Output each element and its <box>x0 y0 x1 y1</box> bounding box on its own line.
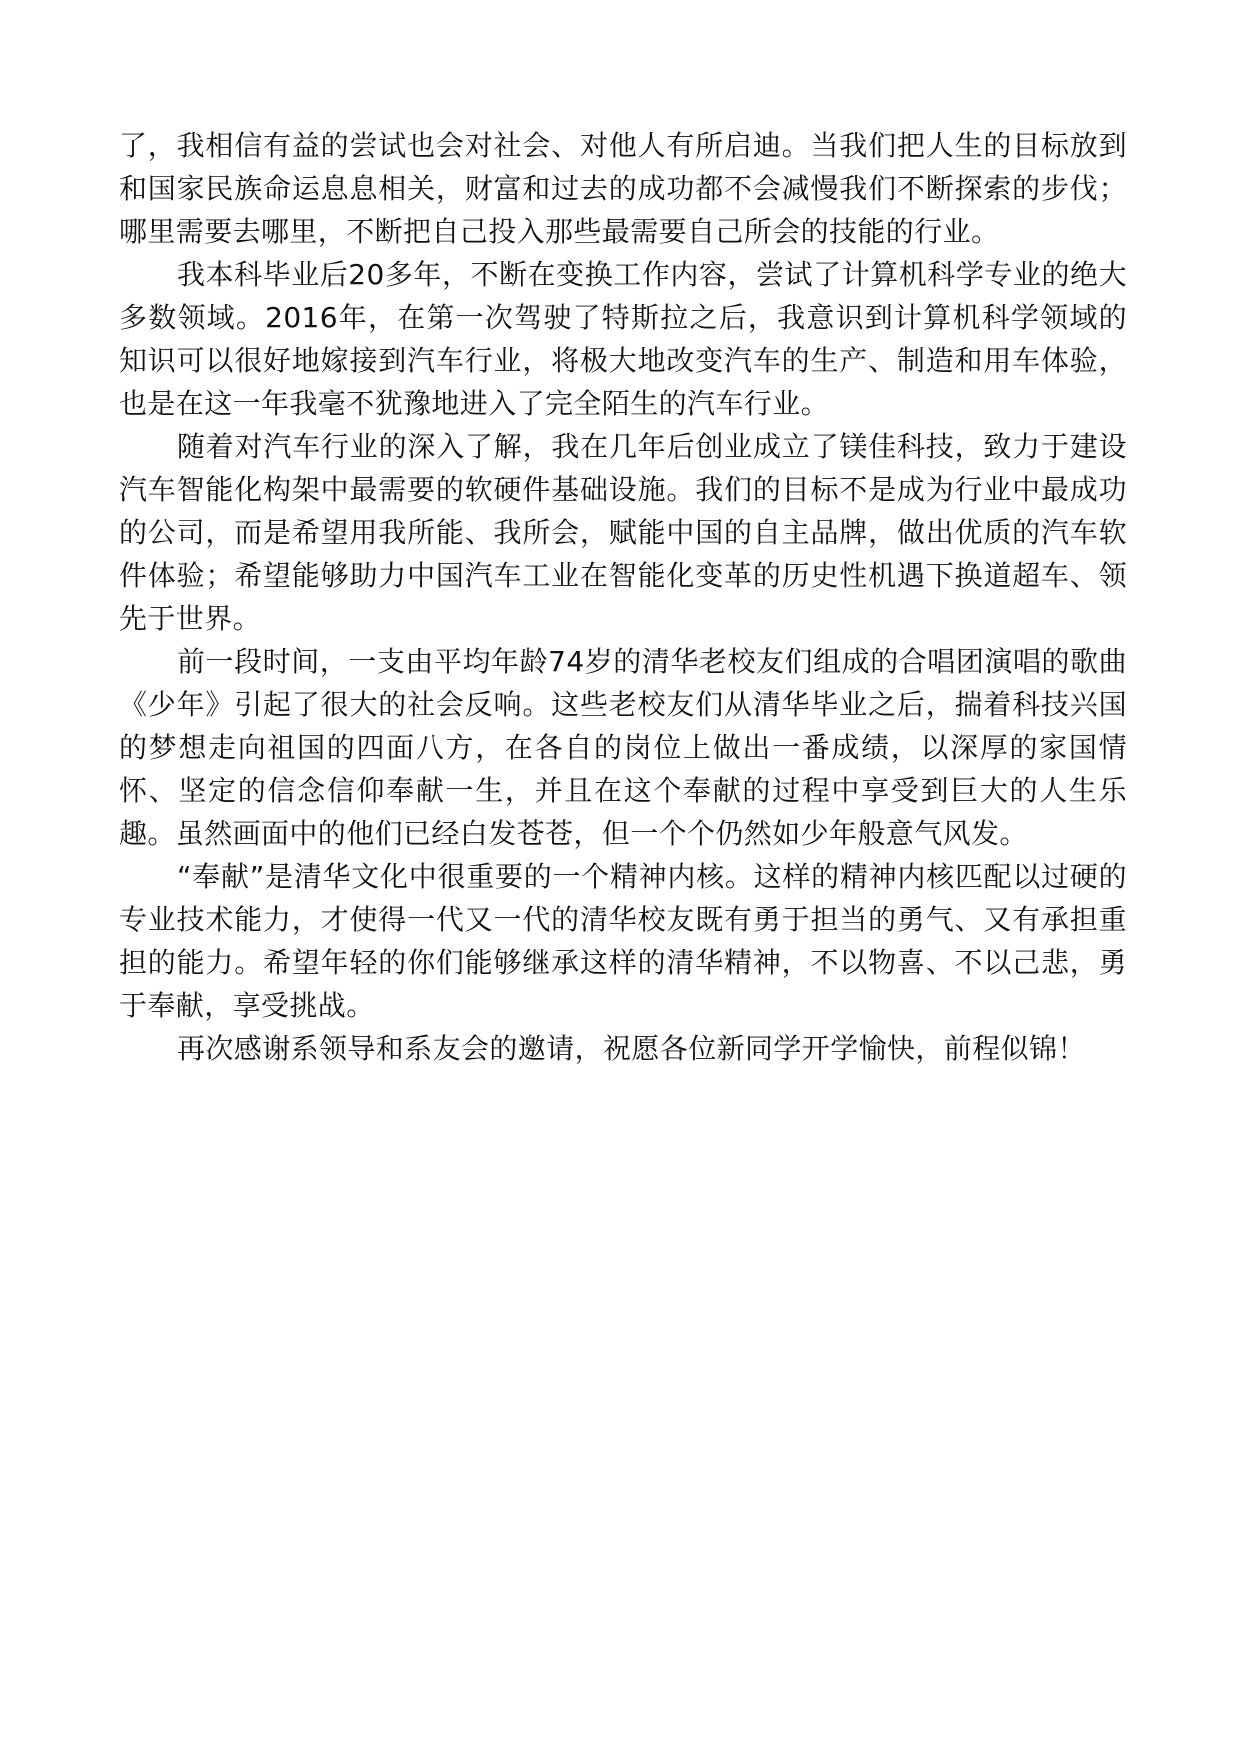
paragraph-5: “奉献”是清华文化中很重要的一个精神内核。这样的精神内核匹配以过硬的专业技术能力，才使得一代又一代的清华校友既有勇于担当的勇气、又有承担重担的能力。希望年轻的你们能够继承这样的清华精神，不以物喜、不以己悲，勇于奉献，享受挑战。 <box>119 860 1127 1022</box>
document-body <box>119 124 1127 1070</box>
paragraph-3: 随着对汽车行业的深入了解，我在几年后创业成立了镁佳科技，致力于建设汽车智能化构架中最需要的软硬件基础设施。我们的目标不是成为行业中最成功的公司，而是希望用我所能、我所会，赋能中国的自主品牌，做出优质的汽车软件体验；希望能够助力中国汽车工业在智能化变革的历史性机遇下换道超车、领先于世界。 <box>119 430 1127 635</box>
paragraph-2: 我本科毕业后20多年，不断在变换工作内容，尝试了计算机科学专业的绝大多数领域。2016年，在第一次驾驶了特斯拉之后，我意识到计算机科学领域的知识可以很好地嫁接到汽车行业，将极大地改变汽车的生产、制造和用车体验，也是在这一年我毫不犹豫地进入了完全陌生的汽车行业。 <box>119 258 1127 420</box>
paragraph-4: 前一段时间，一支由平均年龄74岁的清华老校友们组成的合唱团演唱的歌曲《少年》引起了很大的社会反响。这些老校友们从清华毕业之后，揣着科技兴国的梦想走向祖国的四面八方，在各自的岗位上做出一番成绩，以深厚的家国情怀、坚定的信念信仰奉献一生，并且在这个奉献的过程中享受到巨大的人生乐趣。虽然画面中的他们已经白发苍苍，但一个个仍然如少年般意气风发。 <box>119 645 1127 850</box>
paragraph-1: 了，我相信有益的尝试也会对社会、对他人有所启迪。当我们把人生的目标放到和国家民族命运息息相关，财富和过去的成功都不会减慢我们不断探索的步伐；哪里需要去哪里，不断把自己投入那些最需要自己所会的技能的行业。 <box>119 129 1127 248</box>
paragraph-6: 再次感谢系领导和系友会的邀请，祝愿各位新同学开学愉快，前程似锦！ <box>177 1032 1086 1065</box>
